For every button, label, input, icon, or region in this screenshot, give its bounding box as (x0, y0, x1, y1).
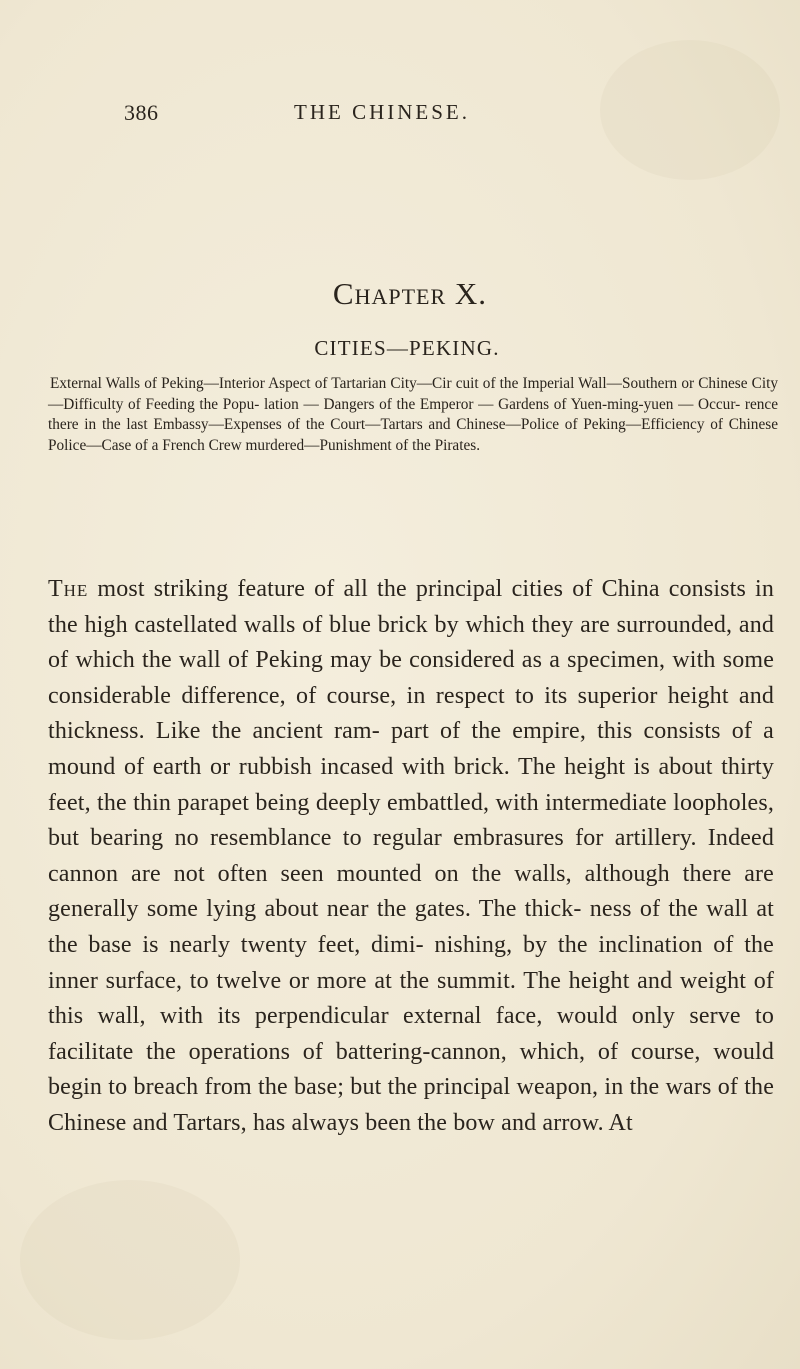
chapter-synopsis: External Walls of Peking—Interior Aspect of Tartarian City—Cir cuit of the Imperial Wall—Southern or Chinese City—Difficulty of Feeding the Popu- lation — Dangers of the Emperor — Gardens of Yuen-ming-yuen — Occur- rence there in the last Embassy—Expenses of the Court—Tartars and Chinese—Police of Peking—Efficiency of Chinese Police—Case of a French Crew murdered—Punishment of the Pirates. (48, 375, 778, 454)
running-head (124, 100, 724, 130)
paragraph-text: most striking feature of all the principal cities of China consists in the high castellated walls of blue brick by which they are surrounded, and of which the wall of Peking may be considered as a specimen, with some considerable difference, of course, in respect to its superior height and thickness. Like the ancient ram- part of the empire, this consists of a mound of earth or rubbish incased with brick. The height is about thirty feet, the thin parapet being deeply embattled, with intermediate loopholes, but bearing no resemblance to regular embrasures for artillery. Indeed cannon are not often seen mounted on the walls, although there are generally some lying about near the gates. The thick- ness of the wall at the base is nearly twenty feet, dimi- nishing, by the inclination of the inner surface, to twelve or more at the summit. The height and weight of this wall, with its perpendicular external face, would only serve to facilitate the operations of battering-cannon, which, of course, would begin to breach from the base; but the principal weapon, in the wars of the Chinese and Tartars, has always been the bow and arrow. At (48, 576, 774, 1136)
page-number: 386 (124, 100, 159, 125)
running-title: THE CHINESE. (294, 100, 470, 124)
paragraph-lead-in: The (48, 576, 89, 602)
paper-stain (20, 1180, 240, 1340)
chapter-heading: Chapter X. (332, 276, 488, 311)
body-paragraph (48, 572, 774, 1142)
chapter-title: CITIES—PEKING. (314, 336, 500, 360)
